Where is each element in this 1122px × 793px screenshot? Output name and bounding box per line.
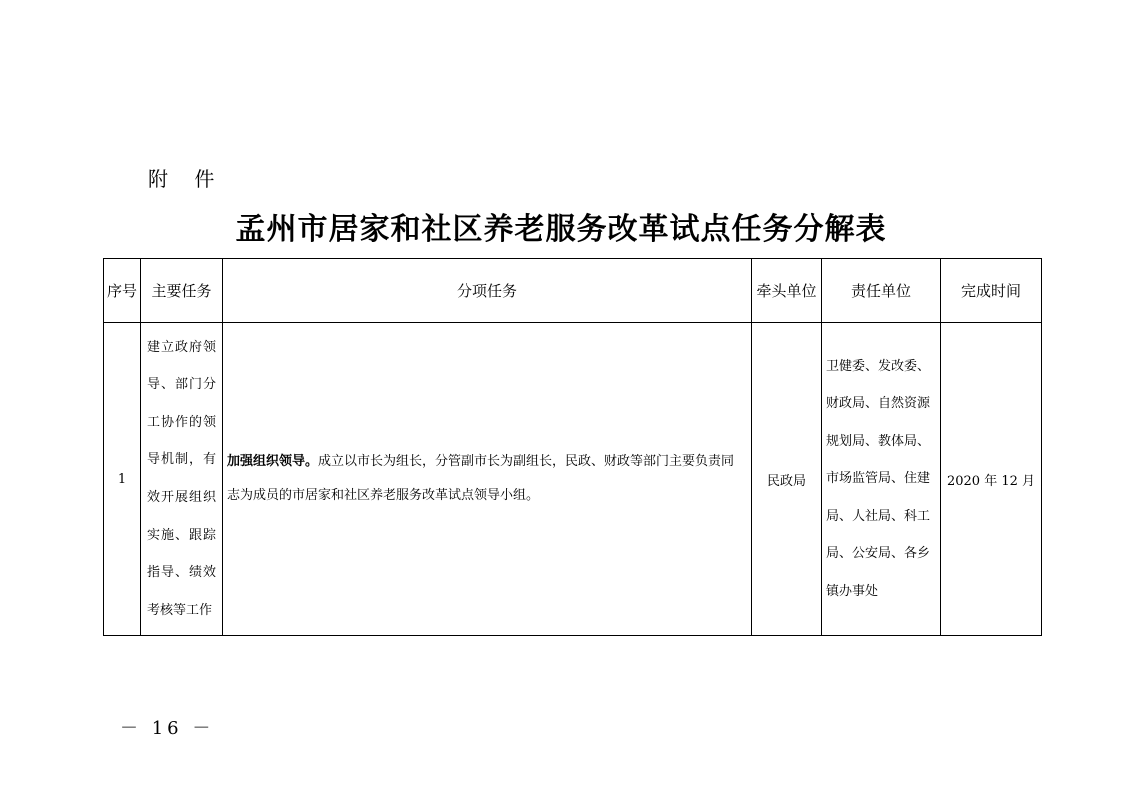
task-table [103, 258, 1042, 636]
row-deadline: 2020 年 12 月 [941, 323, 1042, 636]
column-header-sub-task: 分项任务 [223, 259, 752, 323]
attachment-label: 附 件 [148, 167, 225, 191]
row-main-task: 建立政府领导、部门分工协作的领导机制，有效开展组织实施、跟踪指导、绩效考核等工作 [141, 323, 223, 636]
row-lead-unit: 民政局 [752, 323, 822, 636]
page-number: － 16 － [120, 718, 215, 739]
sub-task-text: 成立以市长为组长，分管副市长为副组长，民政、财政等部门主要负责同志为成员的市居家和社区养老服务改革试点领导小组。 [227, 454, 735, 503]
row-sub-task [223, 323, 752, 636]
row-responsible-units: 卫健委、发改委、财政局、自然资源规划局、教体局、市场监管局、住建局、人社局、科工局、公安局、各乡镇办事处 [822, 323, 941, 636]
column-header-main-task: 主要任务 [141, 259, 223, 323]
column-header-index: 序号 [104, 259, 141, 323]
table-row [104, 323, 1042, 636]
table-header-row [104, 259, 1042, 323]
sub-task-heading: 加强组织领导。 [227, 454, 319, 469]
column-header-deadline: 完成时间 [941, 259, 1042, 323]
column-header-lead-unit: 牵头单位 [752, 259, 822, 323]
column-header-responsible-units: 责任单位 [822, 259, 941, 323]
document-title: 孟州市居家和社区养老服务改革试点任务分解表 [235, 212, 887, 247]
row-index: 1 [104, 323, 141, 636]
